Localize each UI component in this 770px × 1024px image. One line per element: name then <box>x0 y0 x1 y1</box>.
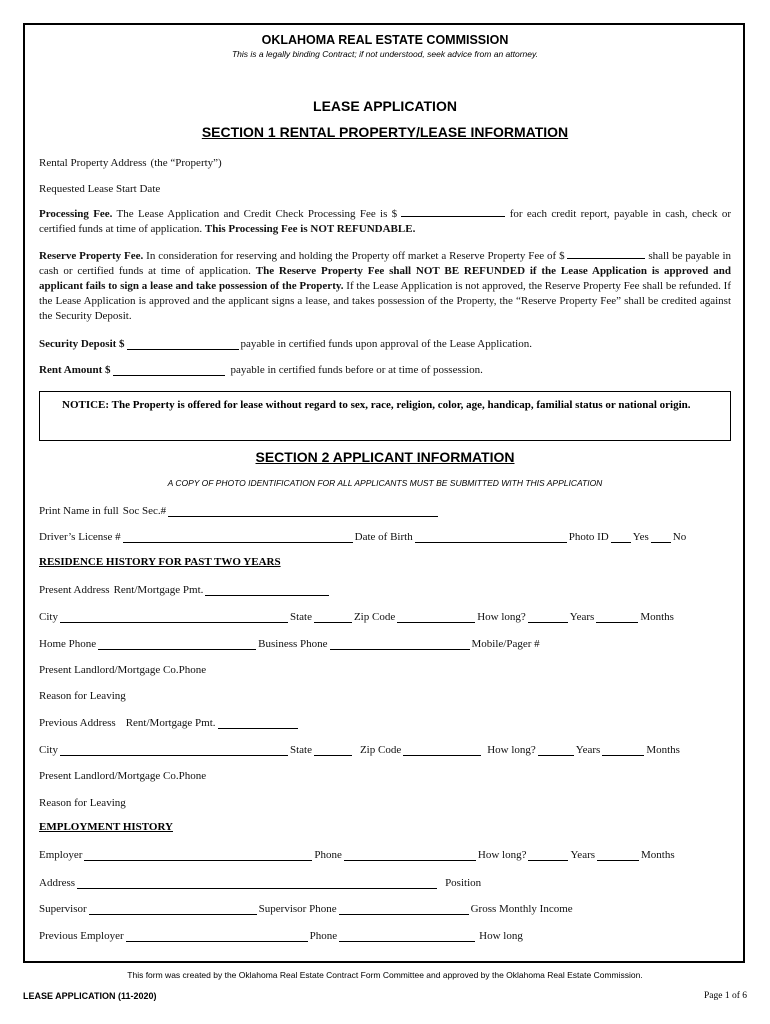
security-deposit-text: payable in certified funds upon approval of the Lease Application. <box>240 338 532 350</box>
section1-heading: SECTION 1 RENTAL PROPERTY/LEASE INFORMATION <box>201 124 569 140</box>
previous-reason-leaving-row <box>39 793 731 809</box>
home-phone-field[interactable] <box>98 638 256 650</box>
business-phone-field[interactable] <box>330 638 470 650</box>
supervisor-field[interactable] <box>89 903 257 915</box>
supervisor-phone-field[interactable] <box>339 903 469 915</box>
present-city-row <box>39 607 731 623</box>
processing-fee-heading: Processing Fee. <box>39 208 113 220</box>
residence-history-heading: RESIDENCE HISTORY FOR PAST TWO YEARS <box>39 556 281 568</box>
photo-id-no-label: No <box>672 531 687 543</box>
home-phone-label: Home Phone <box>39 638 97 650</box>
rent-amount-label: Rent Amount $ <box>39 364 111 376</box>
phone-row <box>39 634 731 650</box>
soc-sec-label: Soc Sec.# <box>122 505 167 517</box>
processing-fee-nonrefundable: This Processing Fee is NOT REFUNDABLE <box>204 223 413 235</box>
present-months-field[interactable] <box>596 611 638 623</box>
rent-mortgage-label: Rent/Mortgage Pmt. <box>113 584 204 596</box>
previous-employer-row <box>39 926 731 942</box>
present-landlord-label: Present Landlord/Mortgage Co.Phone <box>39 664 207 676</box>
gross-income-label: Gross Monthly Income <box>470 903 573 915</box>
reserve-fee-amount-field[interactable] <box>567 248 645 259</box>
previous-rent-mortgage-label: Rent/Mortgage Pmt. <box>125 717 216 729</box>
soc-sec-field[interactable] <box>168 505 438 517</box>
reserve-fee-paragraph <box>39 248 731 324</box>
position-label: Position <box>445 877 482 889</box>
previous-rent-mortgage-field[interactable] <box>218 717 298 729</box>
previous-landlord-row <box>39 766 731 782</box>
security-deposit-row <box>39 334 731 350</box>
processing-fee-text2: for each credit report, payable in cash, check or certified funds at time of application. <box>39 208 732 235</box>
years-label: Years <box>569 611 595 623</box>
lease-start-row <box>39 179 731 195</box>
photo-id-no-field[interactable] <box>651 531 671 543</box>
employer-row <box>39 845 731 861</box>
previous-zip-label: Zip Code <box>359 744 402 756</box>
rental-property-suffix: (the “Property”) <box>150 157 222 169</box>
zip-code-label: Zip Code <box>353 611 396 623</box>
previous-employer-field[interactable] <box>126 930 308 942</box>
legal-disclaimer: This is a legally binding Contract; if not understood, seek advice from an attorney. <box>231 49 538 59</box>
present-address-row <box>39 580 731 596</box>
photo-id-yes-field[interactable] <box>611 531 631 543</box>
employer-months-field[interactable] <box>597 849 639 861</box>
previous-months-label: Months <box>646 744 680 756</box>
employer-phone-field[interactable] <box>344 849 476 861</box>
present-landlord-row <box>39 660 731 676</box>
previous-employer-how-long-label: How long <box>479 930 523 942</box>
footer-created-by: This form was created by the Oklahoma Real Estate Contract Form Committee and approved by the Oklahoma Real Estate Commission. <box>127 970 643 980</box>
print-name-label: Print Name in full <box>39 505 119 517</box>
rent-amount-text: payable in certified funds before or at time of possession. <box>230 364 483 376</box>
present-city-field[interactable] <box>60 611 288 623</box>
business-phone-label: Business Phone <box>258 638 328 650</box>
previous-reason-leaving-label: Reason for Leaving <box>39 797 126 809</box>
mobile-pager-label: Mobile/Pager # <box>471 638 540 650</box>
previous-city-field[interactable] <box>60 744 288 756</box>
previous-employer-phone-label: Phone <box>309 930 338 942</box>
employer-months-label: Months <box>641 849 675 861</box>
rent-amount-row <box>39 360 731 376</box>
rent-mortgage-field[interactable] <box>205 584 329 596</box>
present-address-label: Present Address <box>39 584 110 596</box>
commission-title: OKLAHOMA REAL ESTATE COMMISSION <box>261 33 509 47</box>
present-state-field[interactable] <box>314 611 352 623</box>
present-zip-field[interactable] <box>397 611 475 623</box>
previous-landlord-label: Present Landlord/Mortgage Co.Phone <box>39 770 207 782</box>
employer-address-row <box>39 873 731 889</box>
previous-city-label: City <box>39 744 58 756</box>
employer-years-label: Years <box>570 849 596 861</box>
reason-leaving-row <box>39 686 731 702</box>
previous-years-field[interactable] <box>538 744 574 756</box>
previous-employer-label: Previous Employer <box>39 930 124 942</box>
photo-id-label: Photo ID <box>568 531 609 543</box>
how-long-label: How long? <box>477 611 526 623</box>
fair-housing-notice: NOTICE: The Property is offered for lease without regard to sex, race, religion, color, age, handicap, familial status or national origin. <box>39 391 731 441</box>
present-years-field[interactable] <box>528 611 568 623</box>
rent-amount-field[interactable] <box>113 364 225 376</box>
supervisor-phone-label: Supervisor Phone <box>258 903 337 915</box>
months-label: Months <box>640 611 674 623</box>
processing-fee-paragraph: Processing Fee. The Lease Application and Credit Check Processing Fee is $ for each credit report, payable in cash, check or certified funds at time of application. This Processing Fee is NOT REFUNDABLE. <box>39 208 732 235</box>
reserve-fee-text3: If the Lease Application is not approved, the Reserve Property Fee shall be refunded. If the Lease Application is approved and the applicant signs a lease, and takes possession of the Property, the “Reserve Property Fee” shall be credited against the Security Deposit. <box>39 280 732 322</box>
date-of-birth-field[interactable] <box>415 531 567 543</box>
city-label: City <box>39 611 58 623</box>
previous-address-row <box>39 713 731 729</box>
print-name-row <box>39 501 731 517</box>
drivers-license-field[interactable] <box>123 531 353 543</box>
previous-address-label: Previous Address <box>39 717 116 729</box>
previous-how-long-label: How long? <box>487 744 536 756</box>
previous-city-row <box>39 740 731 756</box>
footer-page-number: Page 1 of 6 <box>703 991 747 1001</box>
employment-history-heading: EMPLOYMENT HISTORY <box>39 821 173 833</box>
photo-id-yes-label: Yes <box>632 531 649 543</box>
state-label: State <box>289 611 312 623</box>
employer-address-field[interactable] <box>77 877 437 889</box>
previous-zip-field[interactable] <box>403 744 481 756</box>
reserve-fee-nonrefund-clause: The Reserve Property Fee shall NOT BE REFUNDED if the Lease Application is approved and applicant fails to sign a lease and take possession of the Property. <box>39 265 731 292</box>
previous-months-field[interactable] <box>602 744 644 756</box>
date-of-birth-label: Date of Birth <box>354 531 413 543</box>
processing-fee-text1: The Lease Application and Credit Check Processing Fee is $ <box>116 208 398 220</box>
reserve-fee-text2: shall be payable in cash or certified funds at time of application. <box>39 250 732 277</box>
reason-leaving-label: Reason for Leaving <box>39 690 126 702</box>
drivers-license-row <box>39 527 731 543</box>
employer-years-field[interactable] <box>528 849 568 861</box>
previous-employer-phone-field[interactable] <box>339 930 475 942</box>
previous-state-field[interactable] <box>314 744 352 756</box>
rental-property-row <box>39 153 731 169</box>
footer-form-id: LEASE APPLICATION (11-2020) <box>23 991 157 1001</box>
processing-fee-amount-field[interactable] <box>401 206 505 217</box>
reserve-fee-heading: Reserve Property Fee. <box>39 250 144 262</box>
photo-id-note: A COPY OF PHOTO IDENTIFICATION FOR ALL APPLICANTS MUST BE SUBMITTED WITH THIS APPLICATION <box>167 478 603 488</box>
lease-start-label: Requested Lease Start Date <box>39 183 161 195</box>
employer-field[interactable] <box>84 849 312 861</box>
employer-label: Employer <box>39 849 83 861</box>
previous-state-label: State <box>289 744 312 756</box>
previous-years-label: Years <box>575 744 601 756</box>
employer-address-label: Address <box>39 877 76 889</box>
security-deposit-label: Security Deposit $ <box>39 338 125 350</box>
employer-how-long-label: How long? <box>477 849 527 861</box>
drivers-license-label: Driver’s License # <box>39 531 121 543</box>
rental-property-label: Rental Property Address <box>39 157 147 169</box>
supervisor-row <box>39 899 731 915</box>
page-title: LEASE APPLICATION <box>313 98 457 114</box>
employer-phone-label: Phone <box>314 849 342 861</box>
security-deposit-field[interactable] <box>127 338 239 350</box>
supervisor-label: Supervisor <box>39 903 87 915</box>
reserve-fee-text1: In consideration for reserving and holding the Property off market a Reserve Property Fee of $ <box>146 250 565 262</box>
section2-heading: SECTION 2 APPLICANT INFORMATION <box>255 449 515 465</box>
